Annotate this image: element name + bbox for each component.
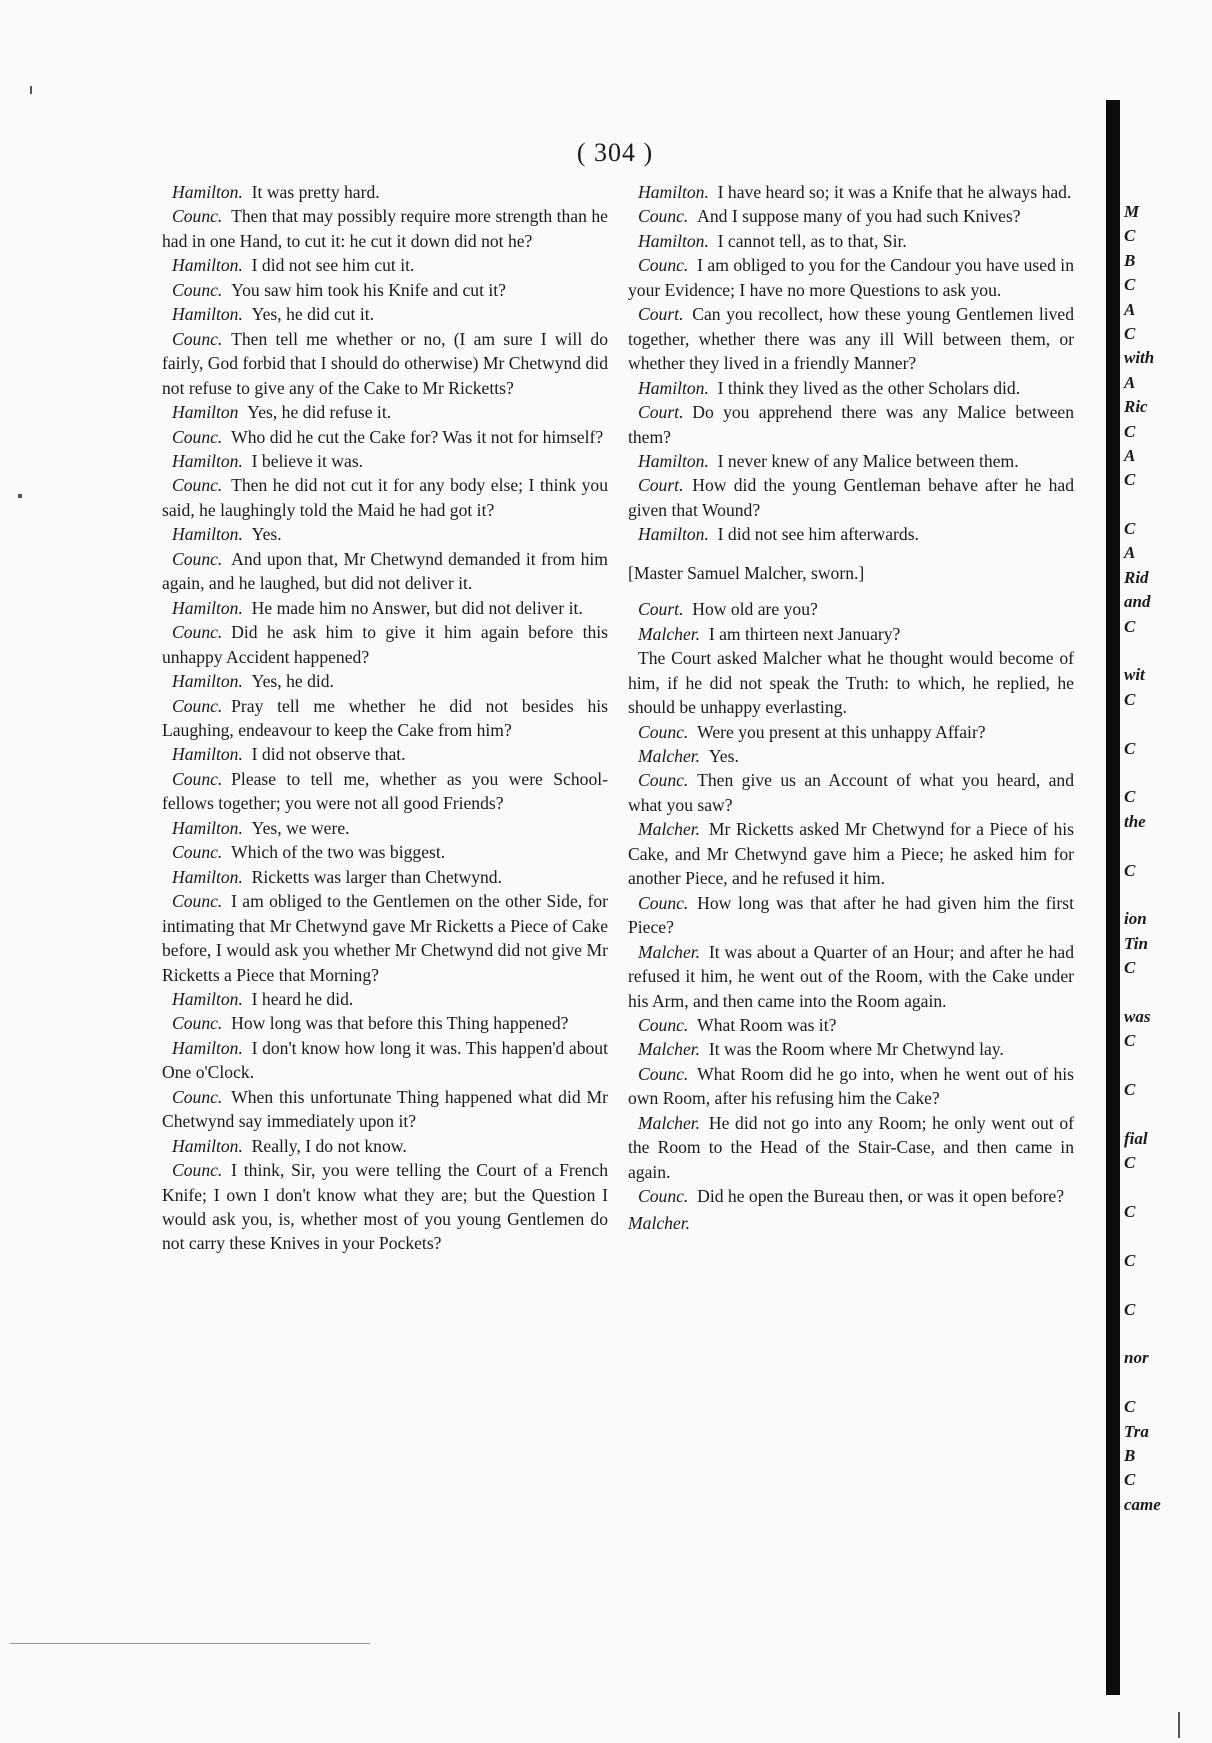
edge-fragment: and: [1124, 592, 1151, 612]
edge-fragment: C: [1124, 738, 1136, 758]
edge-fragment: C: [1124, 1031, 1136, 1051]
speaker-label: Counc.: [638, 206, 689, 227]
speaker-label: Counc.: [638, 255, 689, 276]
edge-fragment: C: [1124, 1202, 1136, 1222]
testimony-line: [162, 1011, 608, 1035]
testimony-line: [628, 522, 1074, 546]
testimony-line: [628, 768, 1074, 817]
edge-fragment: C: [1124, 470, 1136, 490]
testimony-line: [628, 204, 1074, 228]
speech-text: It was the Room where Mr Chetwynd lay.: [708, 1039, 1004, 1060]
edge-fragment: [1124, 1224, 1212, 1248]
speech-text: He did not go into any Room; he only went out of the Room to the Head of the Stair-Case, and then came in again.: [628, 1112, 1074, 1182]
speaker-label: Hamilton.: [172, 1037, 243, 1058]
testimony-line: [628, 1062, 1074, 1111]
edge-fragment: C: [1124, 1250, 1136, 1270]
speech-text: Yes, he did refuse it.: [247, 402, 392, 423]
edge-fragment: [1124, 761, 1212, 785]
speech-text: I think, Sir, you were telling the Court of a French Knife; I own I don't know what they are; but the Question I would ask you, is, whether most of you young Gentlemen do not carry these Knives in your Pockets?: [162, 1160, 608, 1254]
speaker-label: Court.: [638, 599, 684, 620]
speech-text: I am thirteen next January?: [708, 623, 901, 644]
edge-fragment: C: [1124, 275, 1136, 295]
edge-fragment: C: [1124, 787, 1136, 807]
speech-text: When this unfortunate Thing happened what did Mr Chetwynd say immediately upon it?: [162, 1086, 608, 1132]
speaker-label: Malcher.: [638, 819, 701, 840]
speech-text: I believe it was.: [251, 450, 364, 471]
speech-text: Can you recollect, how these young Gentlemen lived together, whether there was any ill Will between them, or whether they lived in a friendly Manner?: [628, 304, 1074, 374]
speech-text: What Room did he go into, when he went out of his own Room, after his refusing him the Cake?: [628, 1063, 1074, 1109]
edge-fragment: C: [1124, 860, 1136, 880]
testimony-line: [162, 816, 608, 840]
speaker-label: Malcher.: [638, 623, 701, 644]
edge-fragment: C: [1124, 1080, 1136, 1100]
testimony-line: [628, 180, 1074, 204]
edge-fragment: Tin: [1124, 933, 1148, 953]
speech-text: Yes.: [251, 524, 282, 545]
speaker-label: Hamilton.: [172, 866, 243, 887]
testimony-line: [628, 302, 1074, 375]
speech-text: You saw him took his Knife and cut it?: [231, 279, 506, 300]
speech-text: I have heard so; it was a Knife that he always had.: [717, 182, 1072, 202]
edge-fragment: nor: [1124, 1348, 1149, 1368]
edge-fragment: [1124, 639, 1212, 663]
speaker-label: Court.: [638, 304, 684, 325]
speaker-label: Counc.: [172, 206, 223, 227]
edge-fragment: B: [1124, 250, 1136, 270]
testimony-line: [628, 622, 1074, 646]
speech-text: Yes, we were.: [251, 817, 350, 838]
edge-fragment: C: [1124, 226, 1136, 246]
speaker-label: Malcher.: [638, 745, 701, 766]
speaker-label: Hamilton.: [172, 817, 243, 838]
edge-fragment: [1124, 1102, 1212, 1126]
edge-fragment: [1124, 712, 1212, 736]
testimony-line: [628, 817, 1074, 890]
speech-text: Then that may possibly require more strength than he had in one Hand, to cut it: he cut it down did not he?: [162, 206, 608, 251]
edge-fragment: C: [1124, 958, 1136, 978]
edge-fragment: Rid: [1124, 567, 1149, 587]
edge-fragment: came: [1124, 1494, 1161, 1514]
speaker-label: Hamilton.: [172, 597, 243, 618]
right-text-column: [628, 180, 1074, 1235]
speech-text: Yes, he did.: [251, 671, 334, 692]
speech-text: Who did he cut the Cake for? Was it not for himself?: [231, 426, 604, 447]
speaker-label: Hamilton.: [172, 1135, 243, 1156]
speaker-label: Counc.: [172, 548, 223, 569]
speech-text: Then tell me whether or no, (I am sure I will do fairly, God forbid that I should do otherwise) Mr Chetwynd did not refuse to give any of the Cake to Mr Ricketts?: [162, 328, 608, 398]
speech-text: And I suppose many of you had such Knives?: [697, 206, 1021, 227]
edge-fragment: Ric: [1124, 397, 1148, 417]
edge-fragment: C: [1124, 323, 1136, 343]
testimony-line: [628, 1184, 1074, 1208]
speech-text: What Room was it?: [697, 1014, 837, 1035]
testimony-line: [162, 449, 608, 473]
speech-text: I am obliged to you for the Candour you have used in your Evidence; I have no more Questions to ask you.: [628, 255, 1074, 300]
edge-fragment: [1124, 1054, 1212, 1078]
testimony-line: [628, 229, 1074, 253]
testimony-line: [162, 987, 608, 1011]
speaker-label: Hamilton.: [172, 255, 243, 276]
speaker-label: Hamilton.: [172, 524, 243, 545]
speaker-label: Counc.: [172, 1160, 223, 1181]
edge-fragment: C: [1124, 1153, 1136, 1173]
speech-text: I am obliged to the Gentlemen on the other Side, for intimating that Mr Chetwynd gave Mr Ricketts a Piece of Cake before, I would ask you whether Mr Chetwynd did not give Mr Ricketts a Piece that Morning?: [162, 891, 608, 985]
binding-gutter-shadow: [1106, 100, 1120, 1695]
speaker-label: Counc.: [172, 475, 223, 496]
speech-text: Then he did not cut it for any body else; I think you said, he laughingly told the Maid he had got it?: [162, 475, 608, 520]
speech-text: I cannot tell, as to that, Sir.: [717, 230, 907, 251]
speech-text: It was pretty hard.: [251, 182, 380, 202]
testimony-line: [628, 376, 1074, 400]
testimony-line: [628, 473, 1074, 522]
speech-text: I did not observe that.: [251, 744, 406, 765]
left-text-column: [162, 180, 608, 1256]
testimony-line: [162, 840, 608, 864]
edge-fragment: C: [1124, 519, 1136, 539]
speaker-label: Hamilton.: [172, 182, 243, 202]
speech-text: Were you present at this unhappy Affair?: [697, 721, 986, 742]
speaker-label: Counc.: [172, 328, 223, 349]
scan-speck: [18, 494, 22, 498]
speaker-label: Hamilton.: [172, 304, 243, 325]
edge-fragment: wit: [1124, 665, 1145, 685]
testimony-line: [162, 889, 608, 987]
speech-text: I think they lived as the other Scholars did.: [717, 377, 1021, 398]
speech-text: Mr Ricketts asked Mr Chetwynd for a Piece of his Cake, and Mr Chetwynd gave him a Piece; he asked him for another Piece, and he refused it him.: [628, 819, 1074, 889]
speaker-label: Counc.: [638, 721, 689, 742]
speech-text: Please to tell me, whether as you were School-fellows together; you were not all good Friends?: [162, 768, 608, 814]
speech-text: Did he ask him to give it him again before this unhappy Accident happened?: [162, 622, 608, 667]
testimony-line: [162, 865, 608, 889]
testimony-line: [628, 253, 1074, 302]
catchword: Malcher.: [628, 1212, 691, 1233]
speech-text: I don't know how long it was. This happen'd about One o'Clock.: [162, 1037, 608, 1083]
speaker-label: Hamilton.: [638, 230, 709, 251]
testimony-line: [628, 891, 1074, 940]
speaker-label: Hamilton.: [638, 524, 709, 545]
speaker-label: Hamilton.: [172, 671, 243, 692]
speaker-label: Counc.: [172, 279, 223, 300]
edge-fragment: C: [1124, 1470, 1136, 1490]
edge-fragment: [1124, 1273, 1212, 1297]
speaker-label: Hamilton.: [638, 182, 709, 202]
page-number: ( 304 ): [576, 138, 654, 167]
testimony-line: [162, 547, 608, 596]
speech-text: Which of the two was biggest.: [231, 842, 446, 863]
speech-text: Yes.: [708, 745, 739, 766]
testimony-line: [628, 400, 1074, 449]
edge-fragment: Tra: [1124, 1421, 1149, 1441]
edge-fragment: C: [1124, 689, 1136, 709]
speaker-label: Counc.: [172, 426, 223, 447]
testimony-line: [628, 449, 1074, 473]
scan-speck: [30, 86, 32, 94]
speaker-label: Counc.: [172, 891, 223, 912]
speaker-label: Counc.: [172, 842, 223, 863]
testimony-line: [162, 767, 608, 816]
testimony-line: [162, 180, 608, 204]
testimony-line: [628, 1111, 1074, 1184]
speaker-label: Malcher.: [638, 1039, 701, 1060]
edge-fragment: A: [1124, 372, 1136, 392]
edge-fragment: A: [1124, 445, 1136, 465]
speaker-label: Hamilton.: [638, 377, 709, 398]
testimony-line: [162, 400, 608, 424]
testimony-line: [162, 1036, 608, 1085]
edge-fragment: [1124, 834, 1212, 858]
edge-fragment: fial: [1124, 1128, 1148, 1148]
speaker-label: Counc.: [638, 892, 689, 913]
speaker-label: Hamilton.: [638, 450, 709, 471]
speech-text: Pray tell me whether he did not besides his Laughing, endeavour to keep the Cake from him?: [162, 695, 608, 740]
testimony-line: [162, 742, 608, 766]
speech-text: Did he open the Bureau then, or was it open before?: [697, 1186, 1065, 1207]
edge-fragment: C: [1124, 1299, 1136, 1319]
testimony-line: [162, 1085, 608, 1134]
speech-text: It was about a Quarter of an Hour; and after he had refused it him, he went out of the Room, with the Cake under his Arm, and then came into the Room again.: [628, 941, 1074, 1011]
speech-text: Do you apprehend there was any Malice between them?: [628, 402, 1074, 447]
testimony-line: [628, 646, 1074, 719]
speech-text: How long was that after he had given him the first Piece?: [628, 892, 1074, 938]
edge-fragment: C: [1124, 1397, 1136, 1417]
speaker-label: Counc.: [172, 1086, 223, 1107]
edge-fragment: C: [1124, 616, 1136, 636]
speech-text: He made him no Answer, but did not deliver it.: [251, 597, 583, 618]
speaker-label: Hamilton.: [172, 744, 243, 765]
speaker-label: Counc.: [638, 770, 689, 791]
speaker-label: Hamilton: [172, 402, 239, 423]
speaker-label: Court.: [638, 475, 684, 496]
speech-text: Ricketts was larger than Chetwynd.: [251, 866, 503, 887]
scan-speck: [1178, 1712, 1180, 1738]
testimony-line: [162, 1134, 608, 1158]
testimony-line: [162, 473, 608, 522]
speech-text: Really, I do not know.: [251, 1135, 407, 1156]
speech-text: And upon that, Mr Chetwynd demanded it from him again, and he laughed, but did not deliver it.: [162, 548, 608, 594]
testimony-line: [628, 720, 1074, 744]
testimony-line: [628, 940, 1074, 1013]
testimony-line: [162, 669, 608, 693]
speech-text: I heard he did.: [251, 988, 354, 1009]
testimony-line: [162, 302, 608, 326]
testimony-line: [628, 1037, 1074, 1061]
speaker-label: Counc.: [172, 622, 223, 643]
edge-fragment: the: [1124, 811, 1146, 831]
testimony-line: [162, 694, 608, 743]
speech-text: I did not see him afterwards.: [717, 524, 919, 545]
speech-text: How old are you?: [692, 599, 818, 620]
witness-sworn-heading: [Master Samuel Malcher, sworn.]: [628, 562, 865, 583]
edge-fragment: [1124, 1322, 1212, 1346]
speaker-label: Malcher.: [638, 941, 701, 962]
speaker-label: Court.: [638, 402, 684, 423]
testimony-line: [628, 744, 1074, 768]
speaker-label: Malcher.: [638, 1112, 701, 1133]
edge-fragment: ion: [1124, 909, 1147, 929]
speaker-label: Counc.: [638, 1063, 689, 1084]
testimony-line: [162, 596, 608, 620]
testimony-line: [162, 327, 608, 400]
speaker-label: Counc.: [638, 1014, 689, 1035]
testimony-line: [162, 278, 608, 302]
edge-fragment: [1124, 493, 1212, 517]
speaker-label: Counc.: [172, 1013, 223, 1034]
edge-fragment: with: [1124, 348, 1155, 368]
edge-fragment: was: [1124, 1006, 1151, 1026]
edge-fragment: C: [1124, 421, 1136, 441]
page-bottom-rule: [10, 1643, 370, 1644]
edge-fragment: [1124, 883, 1212, 907]
testimony-line: [162, 253, 608, 277]
speaker-label: Hamilton.: [172, 988, 243, 1009]
testimony-line: [162, 522, 608, 546]
speech-text: The Court asked Malcher what he thought would become of him, if he did not speak the Truth: to which, he replied, he should be unhappy everlasting.: [628, 648, 1074, 718]
edge-fragment: [1124, 1371, 1212, 1395]
facing-page-edge-fragments: [1124, 200, 1212, 1517]
testimony-line: [628, 597, 1074, 621]
speech-text: I did not see him cut it.: [251, 255, 415, 276]
edge-fragment: A: [1124, 299, 1136, 319]
edge-fragment: B: [1124, 1445, 1136, 1465]
speech-text: How long was that before this Thing happened?: [231, 1013, 569, 1034]
speaker-label: Hamilton.: [172, 450, 243, 471]
edge-fragment: A: [1124, 543, 1136, 563]
testimony-line: [162, 425, 608, 449]
testimony-line: [628, 1013, 1074, 1037]
testimony-line: [162, 620, 608, 669]
edge-fragment: M: [1124, 202, 1140, 221]
speech-text: I never knew of any Malice between them.: [717, 450, 1019, 471]
speech-text: Then give us an Account of what you heard, and what you saw?: [628, 770, 1074, 815]
speaker-label: Counc.: [638, 1186, 689, 1207]
speaker-label: Counc.: [172, 768, 223, 789]
speech-text: Yes, he did cut it.: [251, 304, 375, 325]
testimony-line: [162, 204, 608, 253]
speech-text: How did the young Gentleman behave after he had given that Wound?: [628, 475, 1074, 520]
edge-fragment: [1124, 981, 1212, 1005]
edge-fragment: [1124, 1176, 1212, 1200]
speaker-label: Counc.: [172, 695, 223, 716]
testimony-line: [162, 1158, 608, 1256]
